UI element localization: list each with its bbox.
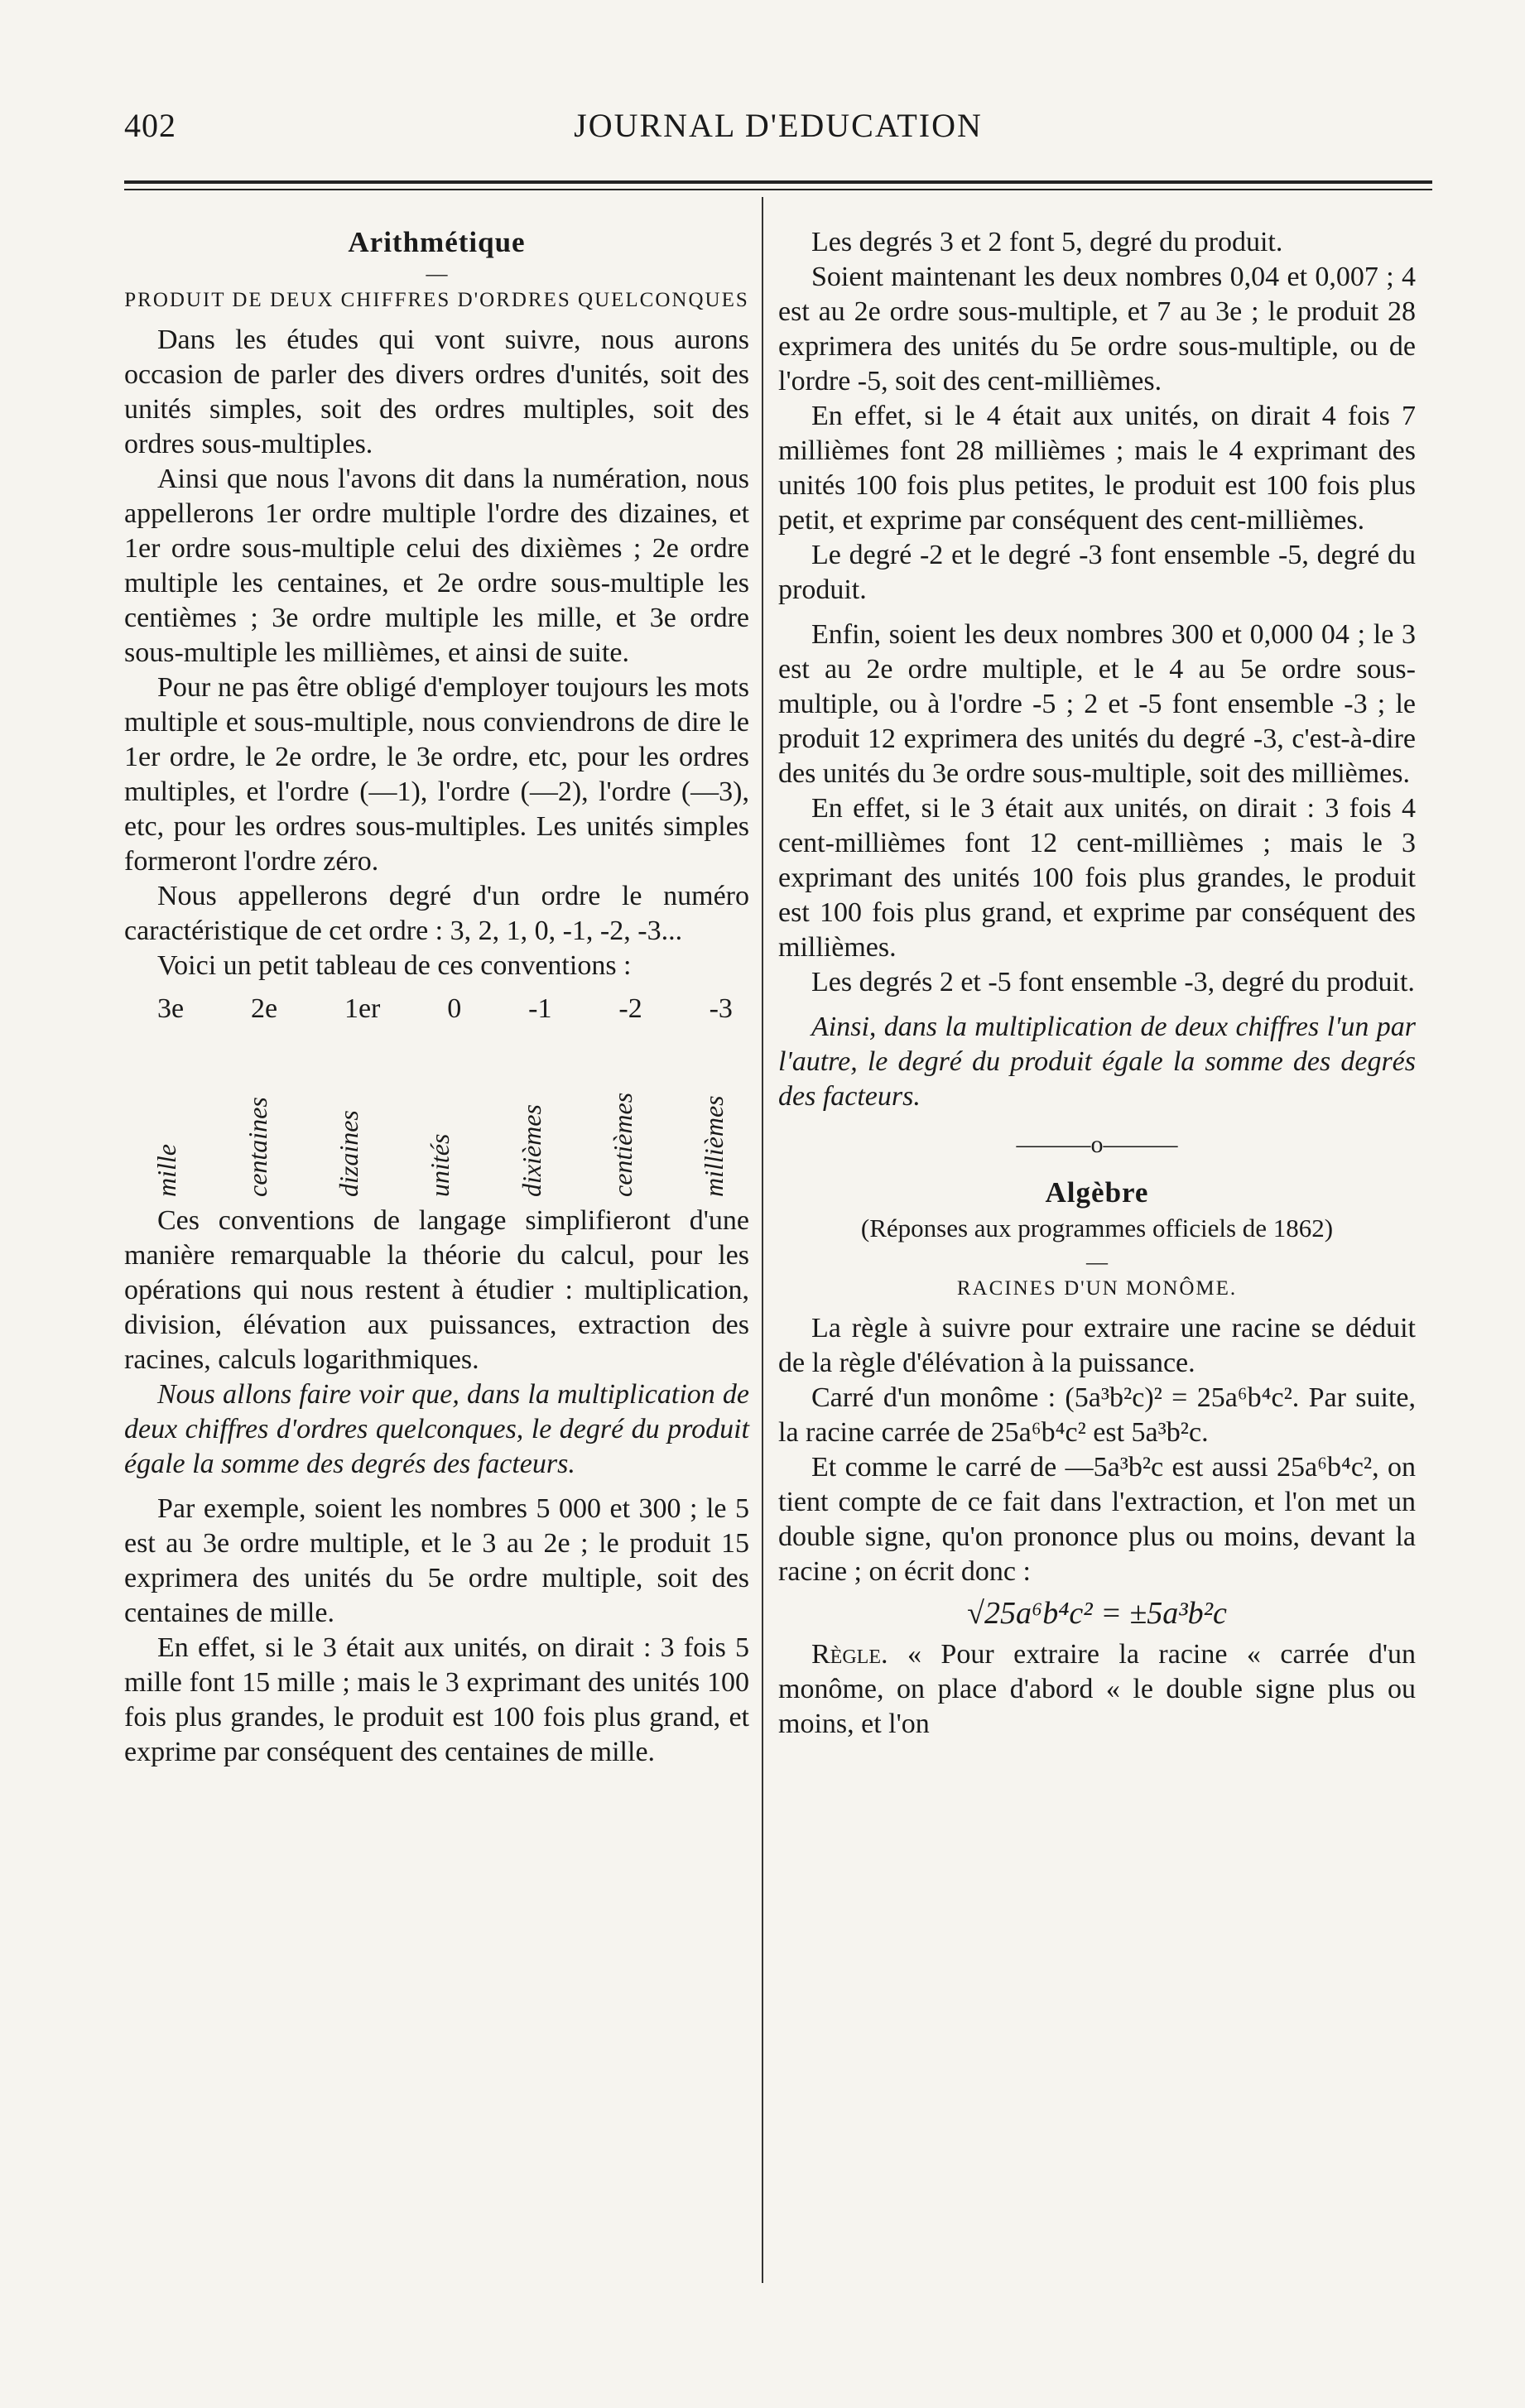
paragraph: Enfin, soient les deux nombres 300 et 0,000 04 ; le 3 est au 2e ordre multiple, et le 4 au 5e ordre sous-multiple, ou à l'ordre -5 ; 2 et -5 font ensemble -3 ; le produit 12 exprimera des unités du degré -3, c'est-à-dire des unités du 3e ordre sous-multiple, soit des millièmes. [778,619,1416,789]
order-degree: 2e [250,993,278,1024]
section-subtitle: PRODUIT DE DEUX CHIFFRES D'ORDRES QUELCONQUES [124,289,749,311]
order-name: mille [152,1144,181,1197]
order-name: dizaines [334,1110,364,1197]
order-name: dixièmes [516,1104,546,1197]
paragraph: Les degrés 3 et 2 font 5, degré du produit. [811,227,1283,257]
paragraph: Et comme le carré de —5a³b²c est aussi 25a⁶b⁴c², on tient compte de ce fait dans l'extraction, et l'on met un double signe, qu'on prononce plus ou moins, devant la racine ; on écrit donc : [778,1452,1416,1587]
order-degree: -2 [618,993,642,1024]
paragraph: Ainsi, dans la multiplication de deux chiffres l'un par l'autre, le degré du produit égale la somme des degrés des facteurs. [778,1012,1416,1112]
paragraph: Ces conventions de langage simplifieront d'une manière remarquable la théorie du calcul, pour les opérations qui nous restent à étudier : multiplication, division, élévation aux puissances, extraction des racines, calculs logarithmiques. [124,1205,749,1375]
paragraph: Par exemple, soient les nombres 5 000 et 300 ; le 5 est au 3e ordre multiple, et le 3 au 2e ; le produit 15 exprimera des unités du 5e ordre multiple, soit des centaines de mille. [124,1493,749,1628]
subsection-title: RACINES D'UN MONÔME. [956,1277,1238,1300]
page-header [124,106,1432,156]
order-name: millièmes [698,1095,729,1197]
paragraph: Soient maintenant les deux nombres 0,04 et 0,007 ; 4 est au 2e ordre sous-multiple, et 7 au 3e ; le produit 28 exprimera des unités du 5e ordre sous-multiple, ou de l'ordre -5, soit des cent-millièmes. [778,262,1416,397]
section-separator: ———o——— [1016,1131,1178,1158]
order-names-row [124,1031,749,1197]
order-name: centaines [243,1097,273,1197]
paragraph: En effet, si le 3 était aux unités, on dirait : 3 fois 4 cent-millièmes font 12 cent-millièmes ; mais le 3 exprimant des unités 100 fois plus grandes, le produit est 100 fois plus grand, et exprime par conséquent des millièmes. [778,793,1416,963]
paragraph: La règle à suivre pour extraire une racine se déduit de la règle d'élévation à la puissance. [778,1313,1416,1378]
paragraph: En effet, si le 4 était aux unités, on dirait 4 fois 7 millièmes font 28 millièmes ; mais le 4 exprimant des unités 100 fois plus petites, le produit est 100 fois plus petit, et exprime par conséquent des cent-millièmes. [778,401,1416,536]
left-column [124,225,749,1770]
order-degree: -1 [528,993,552,1024]
header-rule-thin [124,189,1432,190]
paragraph: En effet, si le 3 était aux unités, on dirait : 3 fois 5 mille font 15 mille ; mais le 3 exprimant des unités 100 fois plus grandes, le produit est 100 fois plus grand, et exprime par conséquent des centaines de mille. [124,1632,749,1767]
section-title-algebre: Algèbre [1045,1176,1149,1209]
title-dash: — [426,262,448,286]
section-subtitle: (Réponses aux programmes officiels de 1862) [860,1214,1334,1242]
root-formula: √25a⁶b⁴c² = ±5a³b²c [967,1596,1227,1631]
order-degree: 3e [157,993,185,1024]
rule-text: « Pour extraire la racine « carrée d'un monôme, on place d'abord « le double signe plus ou moins, et l'on [778,1639,1416,1739]
paragraph: Pour ne pas être obligé d'employer toujours les mots multiple et sous-multiple, nous conviendrons de dire le 1er ordre, le 2e ordre, le 3e ordre, etc, pour les ordres multiples, et l'ordre (—1), l'ordre (—2), l'ordre (—3), etc, pour les ordres sous-multiples. Les unités simples formeront l'ordre zéro. [124,672,749,877]
order-degrees-row [124,992,749,1026]
rule-label: Règle. [811,1639,888,1670]
rule-paragraph [778,1637,1416,1742]
order-degree: -3 [709,993,733,1024]
paragraph: Ainsi que nous l'avons dit dans la numération, nous appellerons 1er ordre multiple l'ordre des dizaines, et 1er ordre sous-multiple celui des dixièmes ; 2e ordre multiple les centaines, et 2e ordre sous-multiple les centièmes ; 3e ordre multiple les mille, et 3e ordre sous-multiple les millièmes, et ainsi de suite. [124,464,749,668]
order-name: unités [425,1133,455,1197]
title-dash: — [1086,1250,1108,1274]
order-name: centièmes [607,1092,637,1197]
paragraph: Carré d'un monôme : (5a³b²c)² = 25a⁶b⁴c². Par suite, la racine carrée de 25a⁶b⁴c² est 5a³b²c. [778,1382,1416,1448]
order-degree: 0 [447,993,462,1024]
column-divider [762,197,763,2283]
order-degree: 1er [344,993,381,1024]
header-rule-thick [124,180,1432,184]
paragraph: Dans les études qui vont suivre, nous aurons occasion de parler des divers ordres d'unités, soit des unités simples, soit des ordres multiples, soit des ordres sous-multiples. [124,324,749,459]
page-number: 402 [124,107,176,144]
orders-table [124,992,749,1197]
paragraph: Les degrés 2 et -5 font ensemble -3, degré du produit. [811,967,1415,997]
paragraph: Nous appellerons degré d'un ordre le numéro caractéristique de cet ordre : 3, 2, 1, 0, -1, -2, -3... [124,881,749,946]
paragraph: Le degré -2 et le degré -3 font ensemble -5, degré du produit. [778,540,1416,605]
paragraph: Nous allons faire voir que, dans la multiplication de deux chiffres d'ordres quelconques, le degré du produit égale la somme des degrés des facteurs. [124,1379,749,1479]
paragraph: Voici un petit tableau de ces conventions : [157,950,632,981]
running-title: JOURNAL D'EDUCATION [574,107,983,144]
right-column [778,225,1416,1742]
section-title-arithmetique: Arithmétique [348,226,526,258]
